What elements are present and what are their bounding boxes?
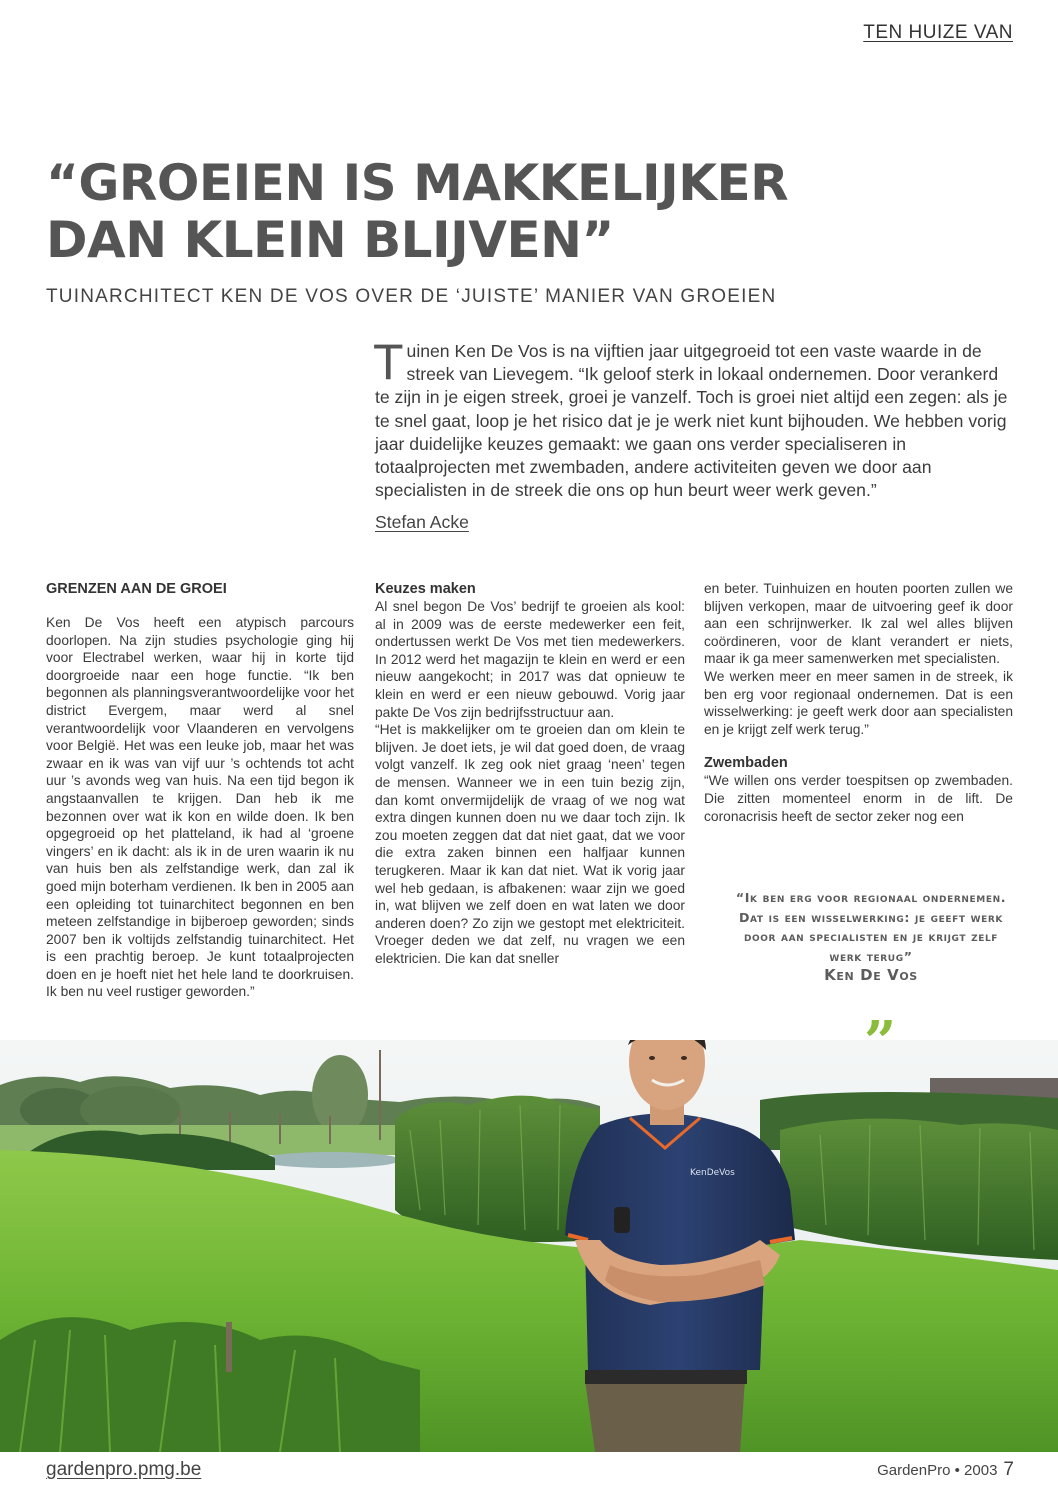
footer-issue — [877, 1459, 1014, 1481]
section-heading-grenzen: GRENZEN AAN DE GROEI — [46, 581, 227, 597]
garden-photo-illustration — [0, 1040, 1058, 1452]
page-number: 7 — [1003, 1459, 1014, 1480]
intro-text: uinen Ken De Vos is na vijftien jaar uitgegroeid tot een vaste waarde in de streek van Lievegem. “Ik geloof sterk in lokaal ondernemen. Door verankerd te zijn in je eigen streek, groei je vanzelf. Toch is groei niet altijd een zegen: als je te snel gaat, loop je het risico dat je je werk niet kunt bijhouden. We hebben vorig jaar duidelijke keuzes gemaakt: we gaan ons verder specialiseren in totaalprojecten met zwembaden, andere activiteiten geven we door aan specialisten in de streek die ons op hun beurt weer werk geven.” — [375, 341, 1008, 501]
pull-quote-author: Ken De Vos — [824, 966, 918, 984]
pull-quote-text: “Ik ben erg voor regionaal ondernemen. Dat is een wisselwerking: je geeft werk door aan specialisten en je krijgt zelf werk terug” — [735, 890, 1007, 964]
issue-label: GardenPro • 2003 — [877, 1462, 998, 1479]
section-heading-zwembaden: Zwembaden — [704, 755, 788, 772]
body-paragraph: Ken De Vos heeft een atypisch parcours doorlopen. Na zijn studies psychologie ging hij voor Electrabel werken, waar hij in korte tijd doorgroeide naar een hoge functie. “Ik ben begonnen als planningsverantwoordelijke voor het district Evergem, maar werd al snel verantwoordelijk voor Vlaanderen en vervolgens voor België. Het was een leuke job, maar het was zwaar en ik was van vijf uur ’s ochtends tot acht uur ’s avonds weg van huis. Na een tijd begon ik angstaanvallen te krijgen. Dan heb ik me bezonnen over wat ik kon en wilde doen. Ik ben opgegroeid op het platteland, ik had al ‘groene vingers’ en ik dacht: als ik in de uren waarin ik nu van huis ben als zelfstandige werk, dan zal ik goed mijn boterham verdienen. Ik ben in 2005 aan een opleiding tot tuinarchitect begonnen en ben meteen zelfstandige in bijberoep geworden; sinds 2007 ben ik voltijds zelfstandig tuinarchitect. Het is een prachtig beroep. Je kunt totaalprojecten doen en je hoeft niet het hele land te doorkruisen. Ik ben nu veel rustiger geworden.” — [46, 615, 354, 1000]
article-subtitle: TUINARCHITECT KEN DE VOS OVER DE ‘JUISTE’ MANIER VAN GROEIEN — [46, 286, 777, 307]
headline-line-1: “GROEIEN IS MAKKELIJKER — [46, 154, 789, 212]
intro-paragraph — [373, 334, 1015, 502]
garden-photo — [0, 1040, 1058, 1452]
author-byline: Stefan Acke — [375, 512, 469, 532]
pull-quote — [726, 888, 1016, 986]
body-paragraph: We werken meer en meer samen in de streek, ik ben erg voor regionaal ondernemen. Dat is een wisselwerking: je geeft werk door aan specialisten en je krijgt zelf werk terug.” — [704, 668, 1013, 737]
drop-cap: T — [373, 334, 404, 390]
section-tag: TEN HUIZE VAN — [863, 22, 1013, 43]
shirt-logo-text: KenDeVos — [690, 1168, 735, 1178]
headline-line-2: DAN KLEIN BLIJVEN” — [46, 211, 614, 269]
body-paragraph: “Het is makkelijker om te groeien dan om klein te blijven. Je doet iets, je wil dat goed doen, de vraag volgt vanzelf. Ik zeg ook niet graag ‘neen’ tegen de mensen. Wanneer we in een tuin bezig zijn, dan komt onvermijdelijk de vraag of we nog wat extra dingen kunnen doen nu we daar toch zijn. Ik zou moeten zeggen dat dat niet gaat, dat we voor die extra zaken binnen een halfjaar kunnen terugkeren. Maar ik kan dat niet. Wat ik vorig jaar wel heb gedaan, is afbakenen: waar zijn we goed in, wat blijven we zelf doen en wat laten we door anderen doen? Zo zijn we gestopt met elektriciteit. Vroeger deden we dat zelf, nu vragen we een elektricien. Die kan dat sneller — [375, 722, 685, 966]
body-paragraph: en beter. Tuinhuizen en houten poorten zullen we blijven verkopen, maar de uitvoering geef ik door aan een schrijnwerker. Ik zal wel alles blijven coördineren, voor de klant verandert er niets, maar ik ga meer samenwerken met specialisten. — [704, 581, 1013, 667]
article-headline — [46, 155, 846, 269]
section-heading-keuzes: Keuzes maken — [375, 581, 476, 597]
column-2 — [375, 580, 685, 967]
footer-url-link[interactable]: gardenpro.pmg.be — [46, 1459, 202, 1480]
column-1 — [46, 580, 354, 1001]
column-3 — [704, 580, 1013, 825]
body-paragraph: Al snel begon De Vos’ bedrijf te groeien als kool: al in 2009 was de eerste medewerker een feit, ondertussen werkt De Vos met tien medewerkers. In 2012 werd het magazijn te klein en werd er een nieuw aangekocht; in 2017 was dat opnieuw te klein en werd er een nieuw gebouwd. Vorig jaar pakte De Vos zijn bedrijfsstructuur aan. — [375, 599, 685, 720]
body-paragraph: “We willen ons verder toespitsen op zwembaden. Die zitten momenteel enorm in de lift. De coronacrisis heeft de sector zeker nog een — [704, 773, 1013, 824]
